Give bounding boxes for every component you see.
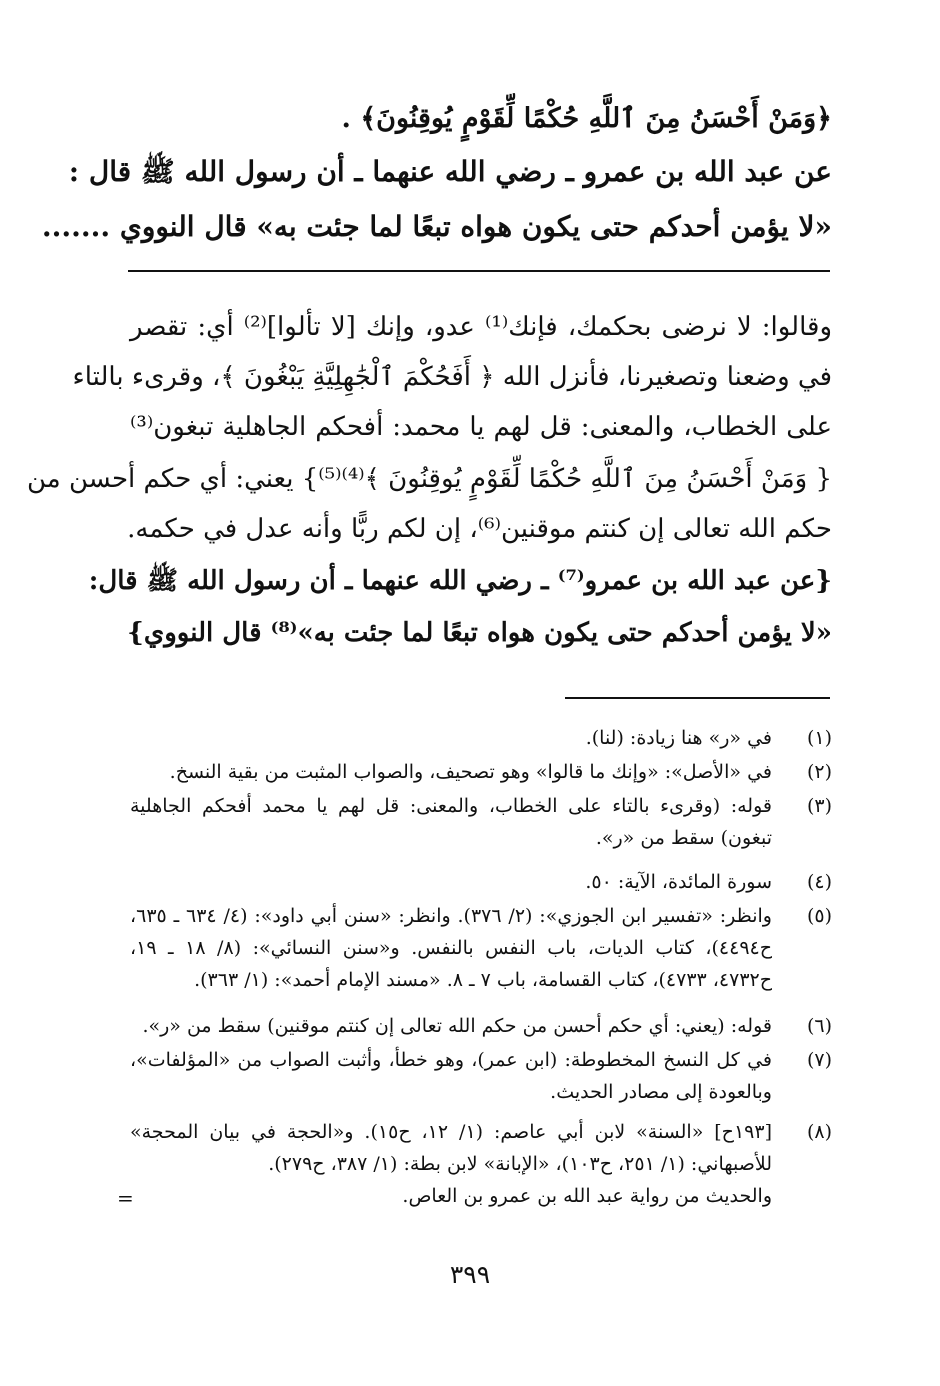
footnote-text bbox=[130, 790, 772, 854]
commentary-line: { وَمَنْ أَحْسَنُ مِنَ ٱللَّهِ حُكْمًا لِّقَوْمٍ يُوقِنُونَ ﴾⁽⁴⁾⁽⁵⁾} يعني: أي حكم أحسن من bbox=[27, 464, 832, 494]
commentary-quoted-matn: «لا يؤمن أحدكم حتى يكون هواه تبعًا لما جئت به»⁽⁸⁾ قال النووي} bbox=[127, 618, 832, 648]
footnote-number: (١) bbox=[806, 727, 832, 749]
commentary-line: وقالوا: لا نرضى بحكمك، فإنك⁽¹⁾ عدو، وإنك [لا تألوا]⁽²⁾ أي: تقصر bbox=[130, 312, 832, 342]
footnote-text bbox=[130, 1116, 772, 1212]
commentary-line: على الخطاب، والمعنى: قل لهم يا محمد: أفحكم الجاهلية تبغون⁽³⁾ bbox=[130, 412, 832, 442]
footnote-text bbox=[130, 1044, 772, 1108]
footnote-text bbox=[130, 866, 772, 898]
footnote-line: تبغون) سقط من «ر». bbox=[595, 827, 772, 849]
footnote-text bbox=[130, 1010, 772, 1042]
footnote-text bbox=[130, 722, 772, 754]
matn-quran-verse: ﴿وَمَنْ أَحْسَنُ مِنَ ٱللَّهِ حُكْمًا لِّقَوْمٍ يُوقِنُونَ﴾ . bbox=[341, 103, 832, 134]
footnote-line: وبالعودة إلى مصادر الحديث. bbox=[550, 1081, 772, 1103]
footnote-text bbox=[130, 756, 772, 788]
footnote-line: [١٩٣ح] «السنة» لابن أبي عاصم: (١/ ١٢، ح١٥). و«الحجة في بيان المحجة» bbox=[130, 1121, 772, 1143]
footnote-line: قوله: (وقرىء بالتاء على الخطاب، والمعنى: قل لهم يا محمد أفحكم الجاهلية bbox=[130, 795, 772, 817]
commentary-quoted-matn: {عن عبد الله بن عمرو⁽⁷⁾ ـ رضي الله عنهما ـ أن رسول الله ﷺ قال: bbox=[88, 566, 832, 596]
footnote-number: (٢) bbox=[806, 761, 832, 783]
page-number: ٣٩٩ bbox=[449, 1260, 491, 1289]
footnote-line: والحديث من رواية عبد الله بن عمرو بن العاص. bbox=[402, 1185, 772, 1207]
footnote-number: (٤) bbox=[806, 871, 832, 893]
footnote-line: وانظر: «تفسير ابن الجوزي»: (٢/ ٣٧٦). وانظر: «سنن أبي داود»: (٤/ ٦٣٤ ـ ٦٣٥، bbox=[130, 905, 772, 927]
footnote-line: في «ر» هنا زيادة: (لنا). bbox=[585, 727, 772, 749]
footnote-line: في كل النسخ المخطوطة: (ابن عمر)، وهو خطأ، وأثبت الصواب من «المؤلفات»، bbox=[130, 1049, 772, 1071]
footnote-line: ح٤٤٩٤)، كتاب الديات، باب النفس بالنفس. و«سنن النسائي»: (٨/ ١٨ ـ ١٩، bbox=[130, 937, 772, 959]
commentary-line: في وضعنا وتصغيرنا، فأنزل الله ﴿ أَفَحُكْمَ ٱلْجَٰهِلِيَّةِ يَبْغُونَ ﴾، وقرىء بالتاء bbox=[72, 362, 832, 392]
footnote-number: (٦) bbox=[806, 1015, 832, 1037]
footnote-number: (٧) bbox=[806, 1049, 832, 1071]
footnote-number: (٣) bbox=[806, 795, 832, 817]
matn-hadith-text: «لا يؤمن أحدكم حتى يكون هواه تبعًا لما جئت به» قال النووي ....... bbox=[41, 210, 832, 243]
commentary-line: حكم الله تعالى إن كنتم موقنين⁽⁶⁾، إن لكم ربًّا وأنه عدل في حكمه. bbox=[127, 514, 832, 544]
footnote-number: (٨) bbox=[806, 1121, 832, 1143]
matn-separator-rule bbox=[128, 270, 830, 272]
footnote-line: سورة المائدة، الآية: ٥٠. bbox=[585, 871, 772, 893]
footnote-text bbox=[130, 900, 772, 996]
footnote-line: ح٤٧٣٢، ٤٧٣٣)، كتاب القسامة، باب ٧ ـ ٨. «مسند الإمام أحمد»: (١/ ٣٦٣). bbox=[194, 969, 772, 991]
footnote-line: للأصبهاني: (١/ ٢٥١، ح١٠٣)، «الإبانة» لابن بطة: (١/ ٣٨٧، ح٢٧٩). bbox=[268, 1153, 772, 1175]
matn-hadith-isnad: عن عبد الله بن عمرو ـ رضي الله عنهما ـ أن رسول الله ﷺ قال : bbox=[68, 155, 832, 188]
footnote-line: في «الأصل»: «وإنك ما قالوا» وهو تصحيف، والصواب المثبت من بقية النسخ. bbox=[169, 761, 772, 783]
footnotes-separator-rule bbox=[565, 697, 830, 699]
footnote-number: (٥) bbox=[806, 905, 832, 927]
continuation-mark: = bbox=[117, 1186, 134, 1210]
footnote-line: قوله: (يعني: أي حكم أحسن من حكم الله تعالى إن كنتم موقنين) سقط من «ر». bbox=[142, 1015, 772, 1037]
